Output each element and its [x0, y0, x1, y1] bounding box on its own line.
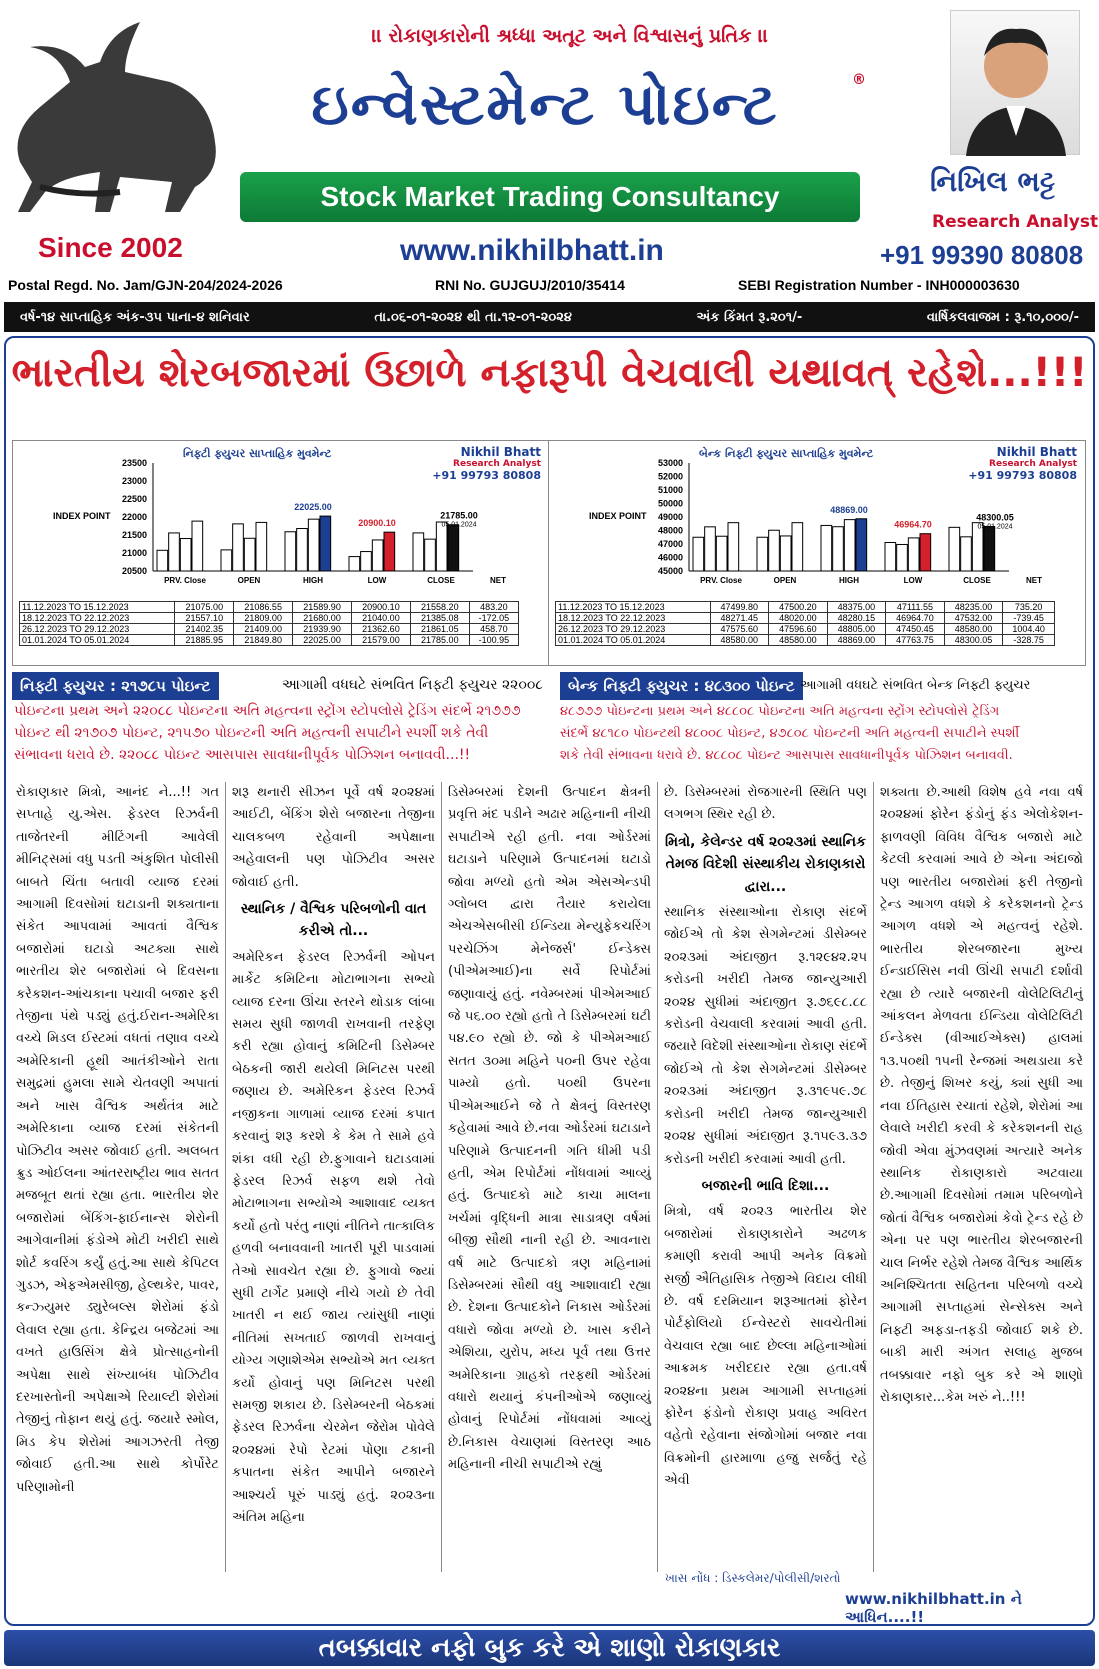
bar [833, 527, 844, 571]
bar [705, 527, 716, 571]
category-label: PRV. Close [700, 576, 742, 585]
bar [169, 533, 180, 571]
bar [897, 544, 908, 571]
author-name: નિખિલ ભટ્ટ [930, 165, 1056, 198]
article-column-2 [225, 782, 441, 1572]
banknifty-table [555, 601, 1055, 646]
tagline: ।। રોકાણકારોની શ્રધ્ધા અતૂટ અને વિશ્વાસનું પ્રતિક ।। [371, 25, 769, 47]
nifty-note-line4: સંભાવના ધરાવે છે. ૨૨૦૮૮ પોઇન્ટ આસપાસ સાવધાનીપૂર્વક પોઝિશન બનાવવી...!! [14, 747, 471, 763]
brand-role: Research Analyst [989, 459, 1077, 469]
banknifty-label: બેન્ક નિફ્ટી ફ્યુચર : ૪૮૩૦૦ પોઇન્ટ [560, 672, 803, 700]
y-tick-label: 52000 [657, 471, 683, 482]
bank-note-line1: આગામી વધઘટે સંભવિત બેન્ક નિફ્ટી ફ્યુચર [800, 678, 1031, 693]
value-cell: 48300.05 [944, 635, 1003, 646]
category-label: NET [1026, 576, 1042, 585]
bull-logo [0, 12, 232, 217]
article-text: છે. ડિસેમ્બરમાં રોજગારની સ્થિતિ પણ લગભગ સ્થિર રહી છે. [664, 785, 867, 823]
table-row [20, 602, 519, 613]
author-role: Research Analyst [932, 212, 1099, 232]
category-label: OPEN [773, 576, 797, 585]
article-column-5 [873, 782, 1089, 1572]
y-tick-label: 50000 [657, 498, 683, 509]
value-cell: 48580.00 [769, 635, 828, 646]
value-cell: 47575.60 [710, 624, 769, 635]
bar [297, 529, 308, 571]
value-cell: 21557.10 [175, 613, 234, 624]
period-cell: 18.12.2023 TO 22.12.2023 [20, 613, 175, 624]
article-text: ડિસેમ્બરમાં દેશની ઉત્પાદન ક્ષેત્રની પ્રવૃત્તિ મંદ પડીને અઢાર મહિનાની નીચી સપાટીએ રહી હતી. નવા ઓર્ડરમાં ઘટાડાને પરિણામે ઉત્પાદનમાં ઘટાડો જોવા મળ્યો હતો એમ એસએન્ડપી ગ્લોબલ દ્વારા તૈયાર કરાયેલા એચએસબીસી ઈન્ડિયા મેન્યુફેકચરિંગ પરચેઝિંગ મેનેજર્સ' ઈન્ડેક્સ (પીએમઆઈ)ના સર્વે રિપોર્ટમાં જણાવાયું હતું. નવેમ્બરમાં પીએમઆઈ જે ૫૬.૦૦ રહ્યો હતો તે ડિસેમ્બરમાં ઘટી ૫૪.૯૦ રહ્યો છે. જો કે પીએમઆઈ સતત ૩૦મા મહિને ૫૦ની ઉપર રહેવા પામ્યો હતો. ૫૦થી ઉપરના પીએમઆઈને જે તે ક્ષેત્રનું વિસ્તરણ કહેવામાં આવે છે.નવા ઓર્ડરમાં ઘટાડાને પરિણામે ઉત્પાદનની ગતિ ધીમી પડી હતી, એમ રિપોર્ટમાં નોંધવામાં આવ્યું હતું. ઉત્પાદકો માટે કાચા માલના ખર્ચમાં વૃદ્ધિની માત્રા સાડાત્રણ વર્ષમાં બીજી સૌથી નાની રહી છે. આવનારા વર્ષ માટે ઉત્પાદકો ત્રણ મહિનામાં ડિસેમ્બરમાં સૌથી વધુ આશાવાદી રહ્યા છે. દેશના ઉત્પાદકોને નિકાસ ઓર્ડરમાં વધારો જોવા મળ્યો છે. ખાસ કરીને એશિયા, યુરોપ, મધ્ય પૂર્વ તથા ઉત્તર અમેરિકાના ગ્રાહકો તરફથી ઓર્ડરમાં વધારો થયાનું કંપનીઓએ જણાવ્યું હોવાનું રિપોર્ટમાં નોંધવામાં આવ્યું છે.નિકાસ વેચાણમાં વિસ્તરણ આઠ મહિનાની નીચી સપાટીએ રહ્યું [448, 785, 651, 1473]
bar [885, 542, 896, 571]
value-cell: 48271.45 [710, 613, 769, 624]
value-cell: 47500.20 [769, 602, 828, 613]
bar [961, 537, 972, 571]
period-cell: 01.01.2024 TO 05.01.2024 [20, 635, 175, 646]
bar [425, 539, 436, 571]
headline: ભારતીય શેરબજારમાં ઉછાળે નફારૂપી વેચવાલી યથાવત્ રહેશે...!!! [11, 350, 1088, 396]
value-cell: 47532.00 [944, 613, 1003, 624]
value-cell: 21409.00 [234, 624, 293, 635]
chart-title: નિફ્ટી ફ્યુચર સાપ્તાહિક મુવમેન્ટ [183, 447, 332, 460]
date-label: 05.01.2024 [977, 523, 1013, 531]
website-url[interactable]: www.nikhilbhatt.in [400, 234, 664, 267]
value-cell: 21809.00 [234, 613, 293, 624]
bar [361, 552, 372, 571]
period-cell: 26.12.2023 TO 29.12.2023 [20, 624, 175, 635]
value-cell: 48580.00 [944, 624, 1003, 635]
bar [372, 540, 383, 571]
article-text: મિત્રો, વર્ષ ૨૦૨૩ ભારતીય શેર બજારોમાં રોકાણકારોને અઢળક કમાણી કરાવી આપી અનેક વિક્રમો સર્જી ઐતિહાસિક તેજીએ વિદાય લીધી છે. વર્ષ દરમિયાન શરૂઆતમાં ફોરેન પોર્ટફોલિયો ઈન્વેસ્ટરો સાવચેતીમાં વેચવાલ રહ્યા બાદ છેલ્લા મહિનાઓમાં આક્રમક ખરીદદાર રહ્યા હતા.વર્ષ ૨૦૨૪ના પ્રથમ આગામી સપ્તાહમાં ફોરેન ફંડોનો રોકાણ પ્રવાહ અવિરત વહેતો રહેવાના સંજોગોમાં બજાર નવા વિક્રમોની હારમાળા હજુ સર્જતું રહે એવી [664, 1204, 867, 1489]
footer-url[interactable]: www.nikhilbhatt.in ને આધિન....!! [845, 1590, 1022, 1626]
banknifty-bar-chart [549, 441, 1087, 601]
value-cell: 22025.00 [293, 635, 352, 646]
bar [436, 522, 447, 571]
date-label: 05.01.2024 [441, 521, 477, 529]
y-tick-label: 20500 [121, 566, 147, 576]
value-cell: 21885.95 [175, 635, 234, 646]
bar [728, 523, 739, 571]
value-cell: 1004.40 [1003, 624, 1055, 635]
category-label: CLOSE [427, 576, 455, 585]
period-cell: 11.12.2023 TO 15.12.2023 [20, 602, 175, 613]
issue-volume: વર્ષ-૧૪ સાપ્તાહિક અંક-૩૫ પાના-૪ શનિવાર [20, 309, 250, 325]
rni-number: RNI No. GUJGUJ/2010/35414 [435, 277, 625, 293]
y-tick-label: 45000 [657, 566, 683, 576]
value-cell: -328.75 [1003, 635, 1055, 646]
value-cell: 46964.70 [886, 613, 945, 624]
value-cell: 21086.55 [234, 602, 293, 613]
article-text: શક્યતા છે.આથી વિશેષ હવે નવા વર્ષ ૨૦૨૪માં ફોરેન ફંડોનું ફંડ એલોકેશન-ફાળવણી વિવિધ વૈશ્વિક બજારો માટે કેટલી કરવામાં આવે છે એના અંદાજો પણ ભારતીય બજારોમાં ફરી તેજીનો ટ્રેન્ડ આગળ વધશે કે કરેકશનનો ટ્રેન્ડ આગળ વધશે એ મહત્વનું રહેશે. ભારતીય શેરબજારના મુખ્ય ઈન્ડાઈસિસ નવી ઊંચી સપાટી દર્શાવી રહ્યા છે ત્યારે બજારની વોલેટિલિટીનું આંકલન મેળવતા ઈન્ડિયા વોલેટિલિટી ઈન્ડેક્સ (વીઆઈએક્સ) હાલમાં ૧૩.૫૦થી ૧૫ની રેન્જમાં અથડાયા કરે છે. તેજીનું શિખર કયું, ક્યાં સુધી આ નવા ઈતિહાસ રચાતાં રહેશે, શેરોમાં આ લેવાલે ખરીદી કરવી કે કરેકશનની રાહ જોવી એવા મુંઝવણમાં અત્યારે અનેક સ્થાનિક રોકાણકારો અટવાયા છે.આગામી દિવસોમાં તમામ પરિબળોને જોતાં વૈશ્વિક બજારોમાં કેવો ટ્રેન્ડ રહે છે એના પર પણ ભારતીય શેરબજારની ચાલ નિર્ભર રહેશે તેમજ વૈશ્વિક આર્થિક અનિશ્ચિતતા સહિતના પરિબળો વચ્ચે આગામી સપ્તાહમાં સેન્સેક્સ અને નિફ્ટી અફડા-તફડી જોવાઈ શકે છે. બાકી મારી અંગત સલાહ મુજબ તબક્કાવાર નફો બુક કરે એ શાણો રોકાણકાર...કેમ ખરું ને..!!! [880, 785, 1083, 1405]
value-cell: 48375.00 [827, 602, 886, 613]
y-tick-label: 23500 [121, 458, 147, 468]
section-heading: સ્થાનિક / વૈશ્વિક પરિબળોની વાત કરીએ તો... [240, 901, 427, 940]
category-label: HIGH [303, 576, 323, 585]
value-cell: 48580.00 [710, 635, 769, 646]
banner: Stock Market Trading Consultancy [240, 172, 860, 222]
y-tick-label: 23000 [121, 476, 147, 486]
bar [244, 538, 255, 571]
y-tick-label: 22500 [121, 494, 147, 504]
newspaper-title: ઇન્વેસ્ટમેન્ટ પોઇન્ટ [311, 70, 779, 138]
table-row [20, 613, 519, 624]
data-label: 48300.05 [976, 512, 1014, 523]
postal-reg: Postal Regd. No. Jam/GJN-204/2024-2026 [8, 277, 283, 293]
issue-dates: તા.૦૬-૦૧-૨૦૨૪ થી તા.૧૨-૦૧-૨૦૨૪ [374, 309, 572, 325]
bar [908, 538, 919, 571]
chart-title: બેન્ક નિફ્ટી ફ્યુચર સાપ્તાહિક મુવમેન્ટ [699, 447, 874, 460]
value-cell: 47450.45 [886, 624, 945, 635]
value-cell: 47596.60 [769, 624, 828, 635]
value-cell: 21385.08 [410, 613, 469, 624]
bank-note-line3: સંદર્ભે ૪૮૧૮૦ પોઇન્ટથી ૪૮૦૦૮ પોઇન્ટ, ૪૭૮૦૮ પોઇન્ટની અતિ મહત્વની સપાટીને સ્પર્શી [560, 726, 1020, 741]
category-label: NET [490, 576, 506, 585]
y-tick-label: 21000 [121, 548, 147, 558]
table-row [556, 613, 1055, 624]
nifty-note-line1: આગામી વધઘટે સંભવિત નિફ્ટી ફ્યુચર ૨૨૦૦૮ [282, 677, 543, 693]
value-cell: -739.45 [1003, 613, 1055, 624]
data-label: 46964.70 [894, 519, 932, 530]
since-label: Since 2002 [38, 232, 183, 263]
bar [769, 530, 780, 571]
data-label: 48869.00 [830, 504, 868, 515]
period-cell: 18.12.2023 TO 22.12.2023 [556, 613, 711, 624]
y-tick-label: 21500 [121, 530, 147, 540]
registered-mark: ® [852, 72, 866, 88]
value-cell: 735.20 [1003, 602, 1055, 613]
nifty-label: નિફ્ટી ફ્યુચર : ૨૧૭૮૫ પોઇન્ટ [12, 672, 219, 700]
bar [349, 557, 360, 571]
bar [949, 527, 960, 571]
value-cell: 47763.75 [886, 635, 945, 646]
bar [285, 532, 296, 571]
category-label: LOW [903, 576, 923, 585]
value-cell: 21861.05 [410, 624, 469, 635]
y-tick-label: 51000 [657, 485, 683, 495]
article-text: રોકાણકાર મિત્રો, આનંદ ને...!! ગત સપ્તાહે યુ.એસ. ફેડરલ રિઝર્વની તાજેતરની મીટિંગની આવેલી મીનિટ્સમાં વધુ પડતી અંકુશિત પોલીસી બાબતે ચિંતા બતાવી વ્યાજ દરમાં આગામી દિવસોમાં ઘટાડાની શક્યતાના સંકેત આપવામાં આવતાં વૈશ્વિક બજારોમાં ઘટાડો અટક્યા સાથે ભારતીય શેર બજારોમાં બે દિવસના કરેકશન-આંચકાના પચાવી બજાર ફરી તેજીના પંથે પડ્યું હતું.ઈરાન-અમેરિકા વચ્ચે મિડલ ઈસ્ટમાં વધતાં તણાવ વચ્ચે અમેરિકાની હૂથી આતંકીઓને રાતા સમુદ્રમાં હુમલા સામે ચેતવણી અપાતાં અને ખાસ વૈશ્વિક અર્થતંત્ર માટે અમેરિકાના વ્યાજ દરમાં સંકેતની પોઝિટીવ અસર જોવાઈ હતી. અલબત ક્રુડ ઓઈલના આંતરરાષ્ટ્રીય ભાવ સતત મજબૂત થતાં રહ્યા હતા. ભારતીય શેર બજારોમાં બેંકિંગ-ફાઈનાન્સ શેરોની આગેવાનીમાં ફંડોએ મોટી ખરીદી સાથે શોર્ટ કવરિંગ કર્યું હતું.આ સાથે કેપિટલ ગુડઝ, એફએમસીજી, હેલ્થકેર, પાવર, કન્ઝ્યુમર ડ્યુરેબલ્સ શેરોમાં ફંડો લેવાલ રહ્યા હતા. કેન્દ્રિય બજેટમાં આ વખતે હાઉસિંગ ક્ષેત્રે પ્રોત્સાહનોની અપેક્ષા સાથે સંખ્યાબંધ પોઝિટીવ દરખાસ્તોની અપેક્ષાએ રિયાલ્ટી શેરોમાં તેજીનું તોફાન થયું હતું. જયારે સ્મોલ, મિડ કેપ શેરોમાં આગઝરતી તેજી જોવાઈ હતી.આ સાથે કોર્પોરેટ પરિણામોની [16, 785, 219, 1495]
y-tick-label: 49000 [657, 512, 683, 522]
value-cell: -100.95 [469, 635, 518, 646]
value-cell: 20900.10 [352, 602, 411, 613]
category-label: LOW [367, 576, 387, 585]
banknifty-chart-box [548, 440, 1086, 666]
period-cell: 26.12.2023 TO 29.12.2023 [556, 624, 711, 635]
y-tick-label: 48000 [657, 525, 683, 536]
brand-name: Nikhil Bhatt [996, 445, 1077, 459]
bar [716, 536, 727, 571]
bar [320, 516, 331, 571]
sebi-number: SEBI Registration Number - INH000003630 [738, 277, 1020, 293]
bar [984, 526, 995, 571]
bar [780, 536, 791, 571]
y-tick-label: 53000 [657, 458, 683, 468]
y-axis-label: INDEX POINT [589, 511, 647, 521]
bar [792, 523, 803, 571]
nifty-note-line2: પોઇન્ટના પ્રથમ અને ૨૨૦૮૮ પોઇન્ટના અતિ મહત્વના સ્ટ્રોંગ સ્ટોપલોસે ટ્રેડિંગ સંદર્ભે ૨૧૭૭૭ [14, 703, 521, 719]
value-cell: 48280.15 [827, 613, 886, 624]
period-cell: 11.12.2023 TO 15.12.2023 [556, 602, 711, 613]
brand-name: Nikhil Bhatt [460, 445, 541, 459]
section-heading: મિત્રો, કેલેન્ડર વર્ષ ૨૦૨૩માં સ્થાનિક તેમજ વિદેશી સંસ્થાકીય રોકાણકારો દ્વારા... [664, 833, 866, 895]
bar [233, 524, 244, 571]
bar [448, 525, 459, 571]
brand-role: Research Analyst [453, 459, 541, 469]
phone-number: +91 99390 80808 [880, 240, 1084, 270]
article-column-1 [10, 782, 225, 1572]
value-cell: 21849.80 [234, 635, 293, 646]
value-cell: -172.05 [469, 613, 518, 624]
article-column-3 [441, 782, 657, 1572]
value-cell: 458.70 [469, 624, 518, 635]
value-cell: 21680.00 [293, 613, 352, 624]
bar [308, 519, 319, 571]
article-columns [10, 782, 1089, 1572]
value-cell: 48869.00 [827, 635, 886, 646]
data-label: 22025.00 [294, 502, 332, 513]
data-label: 21785.00 [440, 510, 478, 521]
y-tick-label: 47000 [657, 539, 683, 549]
data-label: 20900.10 [358, 518, 396, 529]
nifty-note-line3: પોઇન્ટ થી ૨૧૭૦૭ પોઇન્ટ, ૨૧૫૭૦ પોઇન્ટની અતિ મહત્વની સપાટીને સ્પર્શી શકે તેવી [14, 725, 489, 741]
value-cell: 48805.00 [827, 624, 886, 635]
bar [221, 550, 232, 571]
disclaimer-note: ખાસ નોંધ : ડિસ્કલેમર/પોલીસી/શરતો [665, 1571, 841, 1585]
value-cell: 47111.55 [886, 602, 945, 613]
table-row [556, 635, 1055, 646]
bottom-slogan: તબક્કાવાર નફો બુક કરે એ શાણો રોકાણકાર [4, 1630, 1095, 1666]
period-cell: 01.01.2024 TO 05.01.2024 [556, 635, 711, 646]
nifty-bar-chart [13, 441, 551, 601]
bar [693, 537, 704, 571]
bar [821, 525, 832, 571]
value-cell: 483.20 [469, 602, 518, 613]
bar [856, 519, 867, 571]
y-axis-label: INDEX POINT [53, 511, 111, 521]
value-cell: 48020.00 [769, 613, 828, 624]
table-row [20, 624, 519, 635]
article-column-4 [657, 782, 873, 1572]
brand-phone: +91 99793 80808 [432, 469, 541, 482]
value-cell: 21075.00 [175, 602, 234, 613]
y-tick-label: 22000 [121, 512, 147, 522]
article-text: સ્થાનિક સંસ્થાઓના રોકાણ સંદર્ભે જોઈએ તો કેશ સેગમેન્ટમાં ડીસેમ્બર ૨૦૨૩માં અંદાજીત રૂ.૧૨૯૪૨.૨૫ કરોડની ખરીદી તેમજ જાન્યુઆરી ૨૦૨૪ સુધીમાં અંદાજીત રૂ.૭૬૯૮.૮૮ કરોડની વેચવાલી કરવામાં આવી હતી. જયારે વિદેશી સંસ્થાઓના રોકાણ સંદર્ભે જોઈએ તો કેશ સેગમેન્ટમાં ડીસેમ્બર ૨૦૨૩માં અંદાજીત રૂ.૩૧૯૫૯.૭૮ કરોડની ખરીદી તેમજ જાન્યુઆરી ૨૦૨૪ સુધીમાં અંદાજીત રૂ.૧૫૯૩.૩૭ કરોડની ખરીદી કરવામાં આવી હતી. [664, 905, 867, 1167]
bar [192, 521, 203, 571]
value-cell: 21558.20 [410, 602, 469, 613]
value-cell: 21040.00 [352, 613, 411, 624]
annual-fee: વાર્ષિકલવાજમ : રૂ.૧૦,૦૦૦/- [926, 309, 1079, 325]
category-label: PRV. Close [164, 576, 206, 585]
value-cell: 21939.90 [293, 624, 352, 635]
brand-phone: +91 99793 80808 [968, 469, 1077, 482]
value-cell: 48235.00 [944, 602, 1003, 613]
bank-note-line4: શકે તેવી સંભાવના ધરાવે છે. ૪૮૮૦૮ પોઇન્ટ આસપાસ સાવધાનીપૂર્વક પોઝિશન બનાવવી. [560, 748, 1013, 763]
nifty-chart-box [12, 440, 550, 666]
bar [384, 532, 395, 571]
bar [413, 533, 424, 571]
category-label: OPEN [237, 576, 261, 585]
issue-info-bar [4, 302, 1095, 332]
value-cell: 21402.35 [175, 624, 234, 635]
bar [757, 537, 768, 571]
value-cell: 21589.90 [293, 602, 352, 613]
value-cell: 47499.80 [710, 602, 769, 613]
category-label: CLOSE [963, 576, 991, 585]
nifty-table [19, 601, 519, 646]
bar [256, 522, 267, 571]
article-text: અમેરિકન ફેડરલ રિઝર્વની ઓપન માર્કેટ કમિટિના મોટાભાગના સભ્યો વ્યાજ દરના ઊંચા સ્તરને થોડાક લાંબા સમય સુધી જાળવી રાખવાની તરફેણ કરી રહ્યા હોવાનું કમિટિની ડિસેમ્બર બેઠકની જારી થયેલી મિનિટસ પરથી જણાય છે. અમેરિકન ફેડરલ રિઝર્વ નજીકના ગાળામાં વ્યાજ દરમાં કપાત કરવાનું શરૂ કરશે કે કેમ તે સામે હવે શંકા વધી રહી છે.ફુગાવાને ઘટાડવામાં ફેડરલ રિઝર્વ સફળ થશે તેવો મોટાભાગના સભ્યોએ આશાવાદ વ્યક્ત કર્યો હતો પરંતુ નાણાં નીતિને તાત્કાલિક હળવી બનાવવાની ખાતરી પૂરી પાડવામાં તેઓ સાવચેત રહ્યા છે. ફુગાવો જ્યાં સુધી ટાર્ગેટ પ્રમાણે નીચે ગયો છે તેવી ખાતરી ન થઈ જાય ત્યાંસુધી નાણાં નીતિમાં સખતાઈ જાળવી રાખવાનું યોગ્ય ગણાશેએમ સભ્યોએ મત વ્યક્ત કર્યો હોવાનું પણ મિનિટસ પરથી સમજી શકાય છે. ડિસેમ્બરની બેઠકમાં ફેડરલ રિઝર્વના ચેરમેન જેરોમ પોવેલે ૨૦૨૪માં રેપો રેટમાં પોણા ટકાની કપાતના સંકેત આપીને બજારને આશ્ચર્ય પૂરું પાડ્યું હતું. ૨૦૨૩ના અંતિમ મહિના [232, 949, 435, 1525]
section-heading: બજારની ભાવિ દિશા... [701, 1177, 830, 1194]
value-cell: 21785.00 [410, 635, 469, 646]
table-row [556, 602, 1055, 613]
value-cell: 21579.00 [352, 635, 411, 646]
y-tick-label: 46000 [657, 552, 683, 563]
author-photo [950, 10, 1080, 155]
bar [157, 550, 168, 571]
value-cell: 21362.60 [352, 624, 411, 635]
bar [920, 534, 931, 571]
table-row [556, 624, 1055, 635]
category-label: HIGH [839, 576, 859, 585]
bank-note-line2: ૪૮૭૭૭ પોઇન્ટના પ્રથમ અને ૪૮૮૦૮ પોઇન્ટના અતિ મહત્વના સ્ટ્રોંગ સ્ટોપલોસે ટ્રેડિંગ [560, 704, 1000, 719]
issue-price: અંક કિંમત રૂ.૨૦૧/- [696, 309, 803, 325]
article-text: શરૂ થનારી સીઝન પૂર્વે વર્ષ ૨૦૨૪માં આઈટી, બેંકિંગ શેરો બજારના તેજીના ચાલકબળ રહેવાની અપેક્ષાના અહેવાલની પણ પોઝિટીવ અસર જોવાઈ હતી. [232, 785, 435, 890]
table-row [20, 635, 519, 646]
bar [180, 539, 191, 571]
bar [844, 520, 855, 571]
